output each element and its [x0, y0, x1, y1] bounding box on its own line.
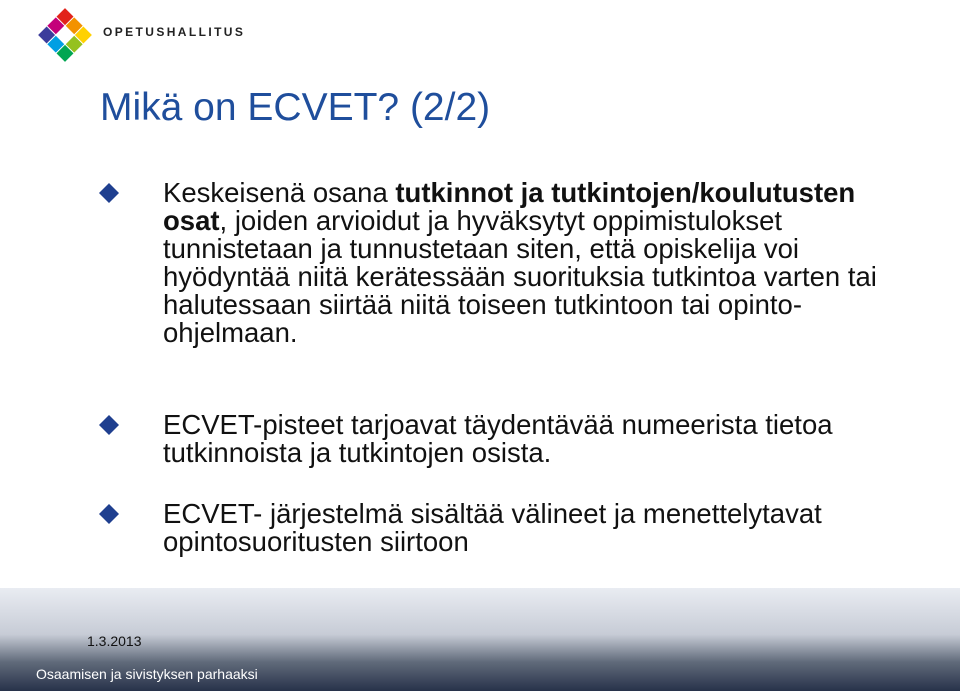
- diamond-logo-icon: [36, 6, 94, 64]
- bullet-text: ECVET- järjestelmä sisältää välineet ja menettelytavat opintosuoritusten siirtoon: [163, 498, 822, 557]
- bullet-text: Keskeisenä osana tutkinnot ja tutkintojen/koulutusten osat, joiden arvioidut ja hyväksytyt oppimistulokset tunnistetaan ja tunnustetaan siten, että opiskelija voi hyödyntää niitä kerätessään suorituksia tutkintoa varten tai halutessaan siirtää niitä toiseen tutkintoon tai opinto-ohjelmaan.: [163, 177, 877, 348]
- organization-name: OPETUSHALLITUS: [103, 25, 246, 39]
- bullet-diamond-icon: [97, 413, 121, 437]
- bullet-diamond-icon: [97, 502, 121, 526]
- slide-date: 1.3.2013: [87, 633, 142, 649]
- footer-tagline: Osaamisen ja sivistyksen parhaaksi: [36, 666, 258, 682]
- slide-title: Mikä on ECVET? (2/2): [100, 86, 491, 129]
- bullet-diamond-icon: [97, 181, 121, 205]
- bullet-text: ECVET-pisteet tarjoavat täydentävää numeerista tietoa tutkinnoista ja tutkintojen osista.: [163, 409, 833, 468]
